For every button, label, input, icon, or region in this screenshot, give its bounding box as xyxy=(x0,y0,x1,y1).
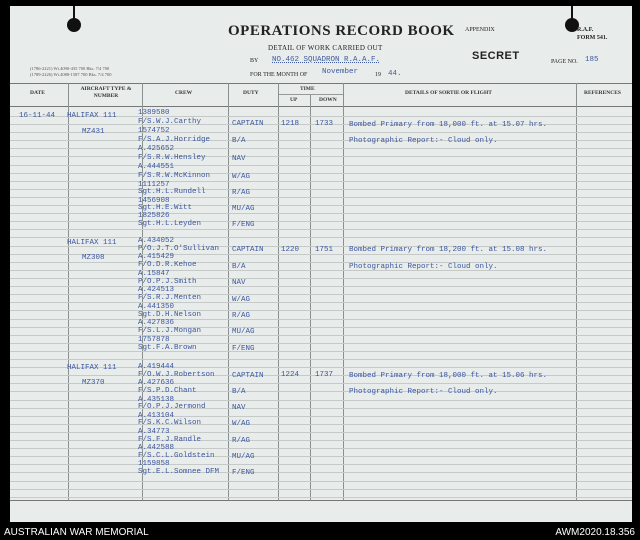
ruled-line xyxy=(10,432,632,433)
crew-name: F/S.R.J.Menten xyxy=(138,294,202,302)
ruled-line xyxy=(10,319,632,320)
ruled-line xyxy=(10,464,632,465)
ruled-line xyxy=(10,278,632,279)
crew-number: 1825826 xyxy=(138,212,170,220)
ruled-line xyxy=(10,448,632,449)
crew-duty: NAV xyxy=(232,279,246,287)
column-divider xyxy=(228,83,229,500)
crew-name: F/S.F.J.Randle xyxy=(138,436,202,444)
ruled-line xyxy=(10,173,632,174)
header-duty: DUTY xyxy=(243,90,259,96)
crew-name: F/S.W.J.Carthy xyxy=(138,118,202,126)
print-reference: (1789-2226) Wt.4088-1587 700 Bks. 7/4 700 xyxy=(30,72,112,77)
ruled-line xyxy=(10,391,632,392)
ruled-line xyxy=(10,213,632,214)
footer-credit: AUSTRALIAN WAR MEMORIAL xyxy=(4,527,149,538)
ruled-line xyxy=(10,181,632,182)
header-bottom-border xyxy=(10,106,632,107)
column-divider xyxy=(576,83,577,500)
crew-number: A.34773 xyxy=(138,428,170,436)
aircraft-type: HALIFAX 111 xyxy=(67,239,117,247)
aircraft-number: MZ431 xyxy=(82,128,105,136)
month-label: FOR THE MONTH OF xyxy=(250,72,308,78)
crew-name: F/O.D.R.Kehoe xyxy=(138,261,197,269)
ruled-line xyxy=(10,294,632,295)
header-time: TIME xyxy=(300,86,315,92)
ruled-line xyxy=(10,286,632,287)
crew-name: P/O.P.J.Smith xyxy=(138,278,197,286)
ruled-line xyxy=(10,481,632,482)
crew-number: A.419444 xyxy=(138,363,175,371)
crew-name: Sgt.D.H.Nelson xyxy=(138,311,202,319)
ruled-line xyxy=(10,148,632,149)
crew-duty: NAV xyxy=(232,155,246,163)
crew-number: A.444551 xyxy=(138,163,175,171)
crew-number: A.435138 xyxy=(138,396,175,404)
sortie-detail: Bombed Primary from 18,200 ft. at 15.08 hrs. xyxy=(349,246,548,254)
by-label: BY xyxy=(250,58,259,64)
crew-name: F/S.A.J.Horridge xyxy=(138,136,211,144)
crew-duty: W/AG xyxy=(232,420,251,428)
ruled-line xyxy=(10,343,632,344)
crew-number: 1159858 xyxy=(138,460,170,468)
squadron-name: NO.462 SQUADRON R.A.A.F. xyxy=(272,56,381,64)
punch-hole xyxy=(67,18,81,32)
crew-number: A.441350 xyxy=(138,303,175,311)
crew-duty: W/AG xyxy=(232,296,251,304)
crew-name: F/O.W.J.Robertson xyxy=(138,371,215,379)
time-up: 1220 xyxy=(281,246,300,254)
crew-duty: MU/AG xyxy=(232,205,255,213)
header-down: DOWN xyxy=(319,97,337,103)
ruled-line xyxy=(10,424,632,425)
crew-number: 1111257 xyxy=(138,181,170,189)
header-up: UP xyxy=(290,97,298,103)
crew-number: 1574752 xyxy=(138,127,170,135)
crew-name: Sgt.H.L.Rundell xyxy=(138,188,206,196)
print-reference: (1786-2221) Wt.4090-435 700 Bks. 7/4 700 xyxy=(30,66,110,71)
ruled-line xyxy=(10,408,632,409)
ruled-line xyxy=(10,456,632,457)
crew-number: 1757878 xyxy=(138,336,170,344)
ruled-line xyxy=(10,221,632,222)
crew-duty: B/A xyxy=(232,137,246,145)
crew-number: A.427836 xyxy=(138,319,175,327)
crew-duty: CAPTAIN xyxy=(232,246,264,254)
month-value: November xyxy=(322,68,359,76)
column-divider xyxy=(68,83,69,500)
photo-report: Photographic Report:- Cloud only. xyxy=(349,137,498,145)
crew-duty: B/A xyxy=(232,263,246,271)
time-up: 1218 xyxy=(281,120,300,128)
crew-name: Sgt.H.L.Leyden xyxy=(138,220,202,228)
crew-name: Sgt.F.A.Brown xyxy=(138,344,197,352)
crew-number: A.15847 xyxy=(138,270,170,278)
crew-number: 1456908 xyxy=(138,197,170,205)
raf-label: R.A.F. xyxy=(577,27,594,33)
ruled-line xyxy=(10,140,632,141)
secret-stamp: SECRET xyxy=(472,50,520,62)
crew-duty: MU/AG xyxy=(232,453,255,461)
record-sheet xyxy=(10,6,632,522)
ruled-line xyxy=(10,440,632,441)
crew-number: A.413104 xyxy=(138,412,175,420)
ruled-line xyxy=(10,310,632,311)
ruled-line xyxy=(10,400,632,401)
photo-report: Photographic Report:- Cloud only. xyxy=(349,388,498,396)
aircraft-number: MZ370 xyxy=(82,379,105,387)
crew-number: 1389580 xyxy=(138,109,170,117)
form-number: FORM 541. xyxy=(577,35,608,41)
header-aircraft: AIRCRAFT TYPE & NUMBER xyxy=(80,86,132,99)
crew-name: F/O.P.J.Jermond xyxy=(138,403,206,411)
page-number: 185 xyxy=(585,56,599,64)
year-prefix: 19 xyxy=(375,72,381,78)
entry-date: 16-11-44 xyxy=(19,112,56,120)
crew-duty: CAPTAIN xyxy=(232,372,264,380)
header-references: REFERENCES xyxy=(584,90,621,96)
crew-name: F/S.C.L.Goldstein xyxy=(138,452,215,460)
ruled-line xyxy=(10,489,632,490)
ruled-line xyxy=(10,335,632,336)
ruled-line xyxy=(10,262,632,263)
crew-name: F/S.K.C.Wilson xyxy=(138,419,202,427)
crew-number: A.442588 xyxy=(138,444,175,452)
crew-duty: MU/AG xyxy=(232,328,255,336)
ruled-line xyxy=(10,416,632,417)
table-bottom-border xyxy=(10,500,632,501)
crew-duty: F/ENG xyxy=(232,221,255,229)
time-down: 1737 xyxy=(315,371,334,379)
ruled-line xyxy=(10,302,632,303)
table-top-border xyxy=(10,83,632,84)
sortie-detail: Bombed Primary from 18,000 ft. at 15.06 hrs. xyxy=(349,372,548,380)
ruled-line xyxy=(10,472,632,473)
crew-name: F/S.L.J.Mongan xyxy=(138,327,202,335)
ruled-line xyxy=(10,229,632,230)
header-date: DATE xyxy=(30,90,45,96)
footer-accession: AWM2020.18.356 xyxy=(555,527,635,538)
sortie-detail: Bombed Primary from 18,000 ft. at 15.07 hrs. xyxy=(349,121,548,129)
crew-duty: R/AG xyxy=(232,437,251,445)
crew-duty: F/ENG xyxy=(232,469,255,477)
header-details: DETAILS OF SORTIE OR FLIGHT xyxy=(405,90,492,96)
photo-report: Photographic Report:- Cloud only. xyxy=(349,263,498,271)
header-crew: CREW xyxy=(175,90,193,96)
form-title: OPERATIONS RECORD BOOK xyxy=(228,23,455,39)
ruled-line xyxy=(10,359,632,360)
appendix-label: APPENDIX xyxy=(465,27,495,33)
crew-duty: NAV xyxy=(232,404,246,412)
aircraft-number: MZ308 xyxy=(82,254,105,262)
ruled-line xyxy=(10,270,632,271)
crew-number: A.427636 xyxy=(138,379,175,387)
crew-name: F/S.P.D.Chant xyxy=(138,387,197,395)
crew-name: F/S.R.W.McKinnon xyxy=(138,172,211,180)
time-down: 1751 xyxy=(315,246,334,254)
ruled-line xyxy=(10,165,632,166)
ruled-line xyxy=(10,351,632,352)
crew-duty: R/AG xyxy=(232,189,251,197)
crew-duty: R/AG xyxy=(232,312,251,320)
time-divider xyxy=(278,94,344,95)
ruled-line xyxy=(10,327,632,328)
column-divider xyxy=(278,83,279,500)
aircraft-type: HALIFAX 111 xyxy=(67,112,117,120)
ruled-line xyxy=(10,205,632,206)
ruled-line xyxy=(10,237,632,238)
crew-number: A.424513 xyxy=(138,286,175,294)
crew-duty: CAPTAIN xyxy=(232,120,264,128)
crew-name: P/O.J.T.O'Sullivan xyxy=(138,245,220,253)
ruled-line xyxy=(10,189,632,190)
ruled-line xyxy=(10,156,632,157)
page-label: PAGE NO. xyxy=(551,59,578,65)
crew-name: Sgt.E.L.Somnee DFM xyxy=(138,468,220,476)
crew-name: F/S.R.W.Hensley xyxy=(138,154,206,162)
time-up: 1224 xyxy=(281,371,300,379)
time-down: 1733 xyxy=(315,120,334,128)
crew-number: A.415429 xyxy=(138,253,175,261)
crew-number: A.434052 xyxy=(138,237,175,245)
crew-duty: W/AG xyxy=(232,173,251,181)
ruled-line xyxy=(10,197,632,198)
crew-name: Sgt.H.E.Witt xyxy=(138,204,193,212)
year-value: 44. xyxy=(388,70,402,78)
form-subtitle: DETAIL OF WORK CARRIED OUT xyxy=(268,44,383,52)
crew-duty: B/A xyxy=(232,388,246,396)
aircraft-type: HALIFAX 111 xyxy=(67,364,117,372)
crew-duty: F/ENG xyxy=(232,345,255,353)
ruled-line xyxy=(10,497,632,498)
column-divider xyxy=(343,83,344,500)
crew-number: A.425652 xyxy=(138,145,175,153)
